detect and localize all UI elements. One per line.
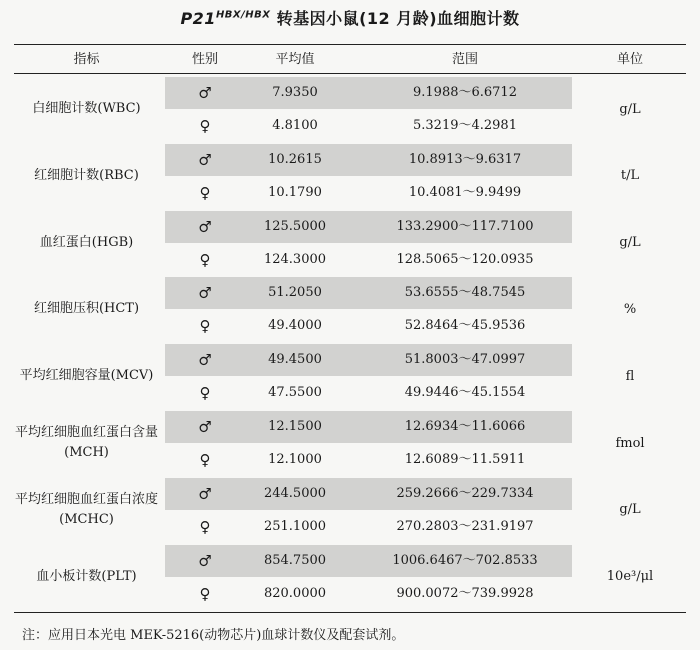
female-sex-symbol: ♀ [199,384,211,403]
female-range-value: 5.3219～4.2981 [413,118,517,133]
male-sex-symbol: ♂ [198,84,212,102]
male-range-value: 53.6555～48.7545 [404,285,526,301]
male-range-value: 133.2900～117.7100 [396,218,534,234]
female-sex-symbol: ♀ [199,451,211,469]
male-mean-value: 854.7500 [263,552,327,568]
header-range: 范围 [451,52,478,67]
female-mean-value: 4.8100 [272,118,318,133]
male-range-value: 259.2666～229.7334 [396,485,534,501]
male-mean-value: 10.2615 [268,151,322,167]
male-sex-symbol: ♂ [198,351,212,370]
female-range-value: 49.9446～45.1554 [404,385,526,401]
unit-cell: t/L [620,168,640,184]
male-mean-value: 12.1500 [268,419,322,434]
female-range-value: 128.5065～120.0935 [396,251,534,267]
female-mean-value: 251.1000 [263,518,327,534]
unit-cell: g/L [619,235,641,251]
female-range-value: 52.8464～45.9536 [404,318,526,334]
top-rule [14,44,686,45]
table-note: 注：应用日本光电 MEK-5216(动物芯片)血球计数仪及配套试剂。 [22,628,405,643]
indicator-name: 血红蛋白(HGB) [39,234,134,250]
female-mean-value: 10.1790 [268,184,322,200]
male-sex-symbol: ♂ [198,284,212,303]
indicator-name: 白细胞计数(WBC) [32,101,141,116]
female-range-value: 270.2803～231.9197 [396,518,534,534]
female-sex-symbol: ♀ [199,117,211,135]
female-sex-symbol: ♀ [199,517,211,536]
bottom-rule [14,612,686,613]
male-sex-symbol: ♂ [198,150,212,169]
unit-cell: g/L [619,502,641,518]
indicator-name: 红细胞计数(RBC) [34,167,139,183]
header-rule [14,73,686,74]
indicator-name: 血小板计数(PLT) [36,568,137,584]
male-mean-value: 125.5000 [263,218,327,234]
female-sex-symbol: ♀ [199,183,211,202]
header-unit: 单位 [616,52,643,67]
title-prefix: P21 [180,9,216,28]
male-range-value: 12.6934～11.6066 [404,419,526,434]
unit-cell: fmol [615,435,645,451]
male-sex-symbol: ♂ [198,551,212,570]
header-sex: 性别 [191,52,218,67]
male-range-value: 51.8003～47.0997 [404,352,526,368]
unit-cell: % [623,301,637,317]
male-range-value: 10.8913～9.6317 [408,151,522,167]
indicator-name: 平均红细胞血红蛋白含量(MCH) [14,425,158,460]
unit-cell: 10e³/μl [606,569,654,585]
indicator-name: 平均红细胞血红蛋白浓度(MCHC) [14,491,158,527]
female-mean-value: 49.4000 [268,318,322,334]
unit-cell: fl [625,368,635,384]
male-range-value: 9.1988～6.6712 [413,85,517,100]
title-superscript: HBX/HBX [215,9,271,21]
indicator-name: 平均红细胞容量(MCV) [19,368,154,384]
male-mean-value: 7.9350 [272,85,318,100]
female-sex-symbol: ♀ [199,584,211,603]
table-title [0,6,700,29]
female-range-value: 10.4081～9.9499 [408,184,522,200]
female-sex-symbol: ♀ [199,317,211,336]
female-mean-value: 820.0000 [263,585,327,601]
unit-cell: g/L [619,101,641,117]
female-mean-value: 12.1000 [268,452,322,467]
title-suffix: 转基因小鼠(12 月龄)血细胞计数 [270,9,520,28]
male-sex-symbol: ♂ [198,418,212,436]
male-sex-symbol: ♂ [198,484,212,503]
indicator-name: 红细胞压积(HCT) [33,301,140,317]
female-range-value: 12.6089～11.5911 [404,452,526,467]
male-sex-symbol: ♂ [198,217,212,236]
male-mean-value: 49.4500 [268,352,322,368]
header-indicator: 指标 [73,52,100,67]
header-mean: 平均值 [275,52,315,67]
female-mean-value: 47.5500 [268,385,322,401]
female-mean-value: 124.3000 [263,251,327,267]
male-mean-value: 51.2050 [268,285,322,301]
male-mean-value: 244.5000 [263,485,327,501]
female-sex-symbol: ♀ [199,250,211,269]
male-range-value: 1006.6467～702.8533 [392,552,538,568]
female-range-value: 900.0072～739.9928 [396,585,534,601]
